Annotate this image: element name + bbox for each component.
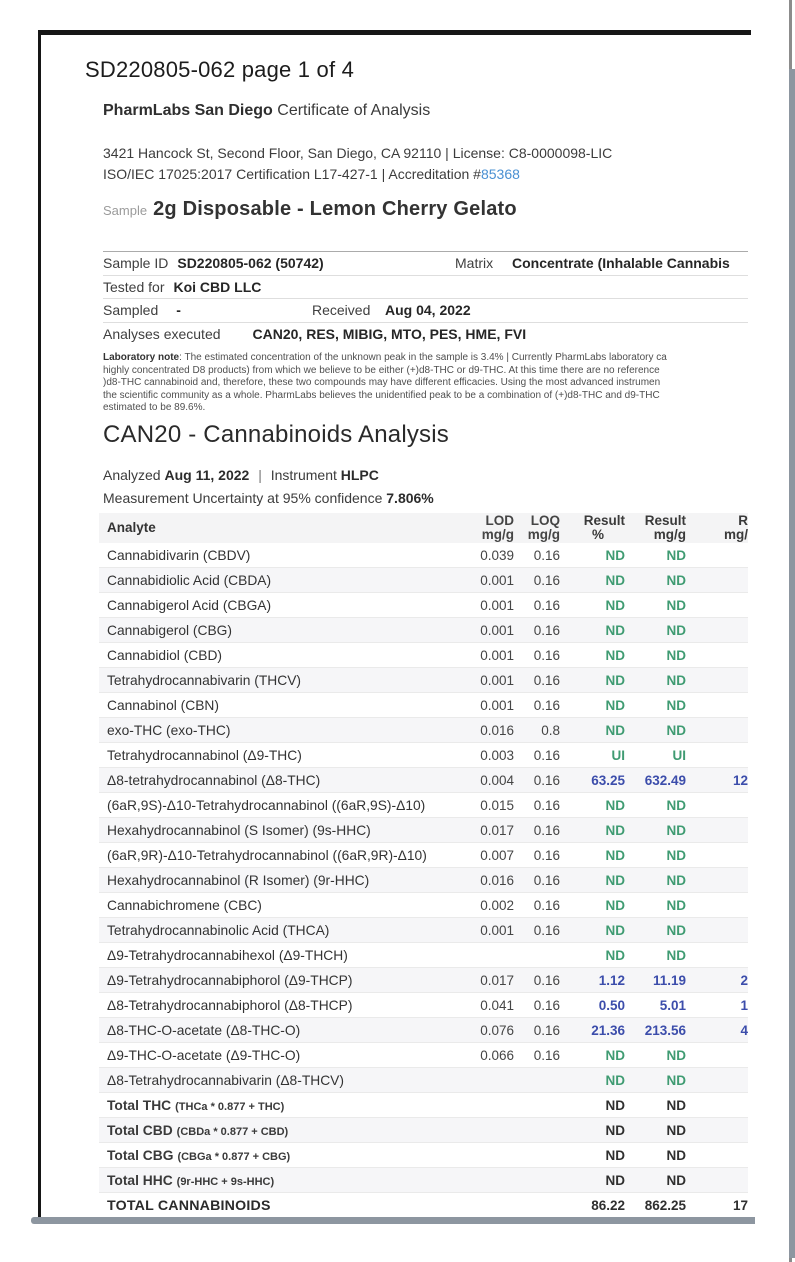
analyte-name: Total HHC — [107, 1172, 173, 1188]
result-pct-cell: ND — [605, 947, 625, 963]
result-mgg-cell: 632.49 — [644, 772, 686, 788]
loq-cell: 0.16 — [533, 647, 560, 663]
result-pct-cell: ND — [605, 622, 625, 638]
lab-note-line: the scientific community as a whole. PharmLabs believes the unidentified peak to be a combination of (+)d8-THC and d9-THC — [103, 389, 660, 401]
analyzed-line — [103, 467, 379, 483]
result-mgg-cell: ND — [666, 572, 686, 588]
table-row — [99, 993, 748, 1018]
analyte-name: Δ8-Tetrahydrocannabiphorol (Δ8-THCP) — [107, 997, 353, 1013]
analyses-value: CAN20, RES, MIBIG, MTO, PES, HME, FVI — [252, 326, 527, 343]
table-row — [99, 1068, 748, 1093]
table-row — [99, 843, 748, 868]
analyte-formula: (CBGa * 0.877 + CBG) — [177, 1150, 291, 1163]
analyte-cell — [99, 1148, 454, 1163]
analyte-cell — [99, 1123, 454, 1138]
accreditation-number-link[interactable]: 85368 — [480, 166, 520, 182]
loq-cell: 0.16 — [533, 747, 560, 763]
address-line: 3421 Hancock St, Second Floor, San Diego, CA 92110 | License: C8-0000098-LIC — [103, 145, 613, 161]
table-row — [99, 793, 748, 818]
analyte-cell — [99, 648, 454, 663]
header-analyte: Analyte — [107, 521, 156, 535]
lod-cell: 0.017 — [480, 822, 514, 838]
analyte-cell — [99, 748, 454, 763]
analyte-name: Total CBD — [107, 1122, 173, 1138]
results-table-body — [99, 543, 748, 1218]
analyte-cell — [99, 573, 454, 588]
results-table — [99, 513, 748, 1218]
result-mgg-cell: ND — [666, 947, 686, 963]
sample-label: Sample — [103, 203, 148, 218]
table-row — [99, 1143, 748, 1168]
result-mgg-cell: 11.19 — [652, 972, 686, 988]
lod-cell: 0.001 — [480, 672, 514, 688]
header-mgg-line1: Result — [644, 513, 686, 528]
result-mgg-cell: ND — [666, 847, 686, 863]
lod-cell: 0.001 — [480, 647, 514, 663]
lab-note-line — [103, 352, 748, 365]
result-pct-cell: 63.25 — [591, 772, 625, 788]
analyte-name: Hexahydrocannabinol (R Isomer) (9r-HHC) — [107, 872, 370, 888]
analyte-name: Tetrahydrocannabinol (Δ9-THC) — [107, 747, 302, 763]
table-row — [99, 743, 748, 768]
header-pct-line2: % — [591, 527, 604, 542]
header-unit-line1: R — [738, 513, 748, 528]
analyzed-label: Analyzed — [103, 467, 161, 483]
analyte-name: Cannabidiolic Acid (CBDA) — [107, 572, 272, 588]
table-row — [99, 943, 748, 968]
header-lod-line2: mg/g — [481, 527, 514, 542]
sample-name: 2g Disposable - Lemon Cherry Gelato — [153, 198, 517, 220]
analyte-name: Total THC — [107, 1097, 172, 1113]
result-pct-cell: ND — [605, 922, 625, 938]
tested-for-label: Tested for — [103, 278, 165, 295]
analyte-name: Cannabidiol (CBD) — [107, 647, 223, 663]
result-pct-cell: UI — [611, 747, 625, 763]
sample-id-label: Sample ID — [103, 255, 169, 272]
result-pct-cell: ND — [605, 847, 625, 863]
header-loq-line2: mg/g — [527, 527, 560, 542]
result-unit-cell: 2 — [740, 972, 748, 988]
sample-header — [103, 198, 517, 221]
table-row — [99, 1168, 748, 1193]
result-pct-cell: ND — [605, 672, 625, 688]
result-pct-cell: ND — [605, 897, 625, 913]
certification-line — [103, 164, 612, 185]
analyte-cell — [99, 1048, 454, 1063]
result-mgg-cell: ND — [666, 672, 686, 688]
table-row — [99, 868, 748, 893]
table-row — [99, 568, 748, 593]
result-pct-cell: ND — [605, 1172, 625, 1188]
analyte-cell — [99, 673, 454, 688]
result-mgg-cell: ND — [666, 797, 686, 813]
result-pct-cell: ND — [605, 822, 625, 838]
analyte-name: Hexahydrocannabinol (S Isomer) (9s-HHC) — [107, 822, 371, 838]
sampled-value: - — [176, 302, 181, 319]
table-row — [99, 593, 748, 618]
result-mgg-cell: ND — [666, 872, 686, 888]
result-mgg-cell: UI — [672, 747, 686, 763]
lod-cell: 0.001 — [480, 622, 514, 638]
loq-cell: 0.16 — [533, 672, 560, 688]
header-result-unit — [686, 514, 748, 542]
analyte-formula: (9r-HHC + 9s-HHC) — [176, 1175, 275, 1188]
header-mgg-line2: mg/g — [653, 527, 686, 542]
analyte-cell — [99, 848, 454, 863]
sample-id-value: SD220805-062 (50742) — [177, 255, 324, 272]
loq-cell: 0.16 — [533, 797, 560, 813]
result-pct-cell: ND — [605, 547, 625, 563]
lod-cell: 0.003 — [480, 747, 514, 763]
table-row — [99, 543, 748, 568]
table-row — [99, 893, 748, 918]
instrument-value: HLPC — [340, 467, 379, 483]
loq-cell: 0.16 — [533, 622, 560, 638]
analyte-name: Δ8-tetrahydrocannabinol (Δ8-THC) — [107, 772, 321, 788]
result-mgg-cell: ND — [666, 1072, 686, 1088]
analyte-cell — [99, 598, 454, 613]
loq-cell: 0.16 — [533, 972, 560, 988]
analyte-cell — [99, 723, 454, 738]
table-row — [99, 718, 748, 743]
analyte-name: Total CBG — [107, 1147, 174, 1163]
result-unit-cell: 12 — [732, 772, 748, 788]
lod-cell: 0.017 — [480, 972, 514, 988]
analyte-cell — [99, 1073, 454, 1088]
analyte-name: Tetrahydrocannabinolic Acid (THCA) — [107, 922, 330, 938]
sample-id-row — [103, 252, 748, 276]
loq-cell: 0.16 — [533, 847, 560, 863]
table-row — [99, 1043, 748, 1068]
result-mgg-cell: 213.56 — [644, 1022, 686, 1038]
analyzed-date: Aug 11, 2022 — [164, 467, 250, 483]
lod-cell: 0.041 — [480, 997, 514, 1013]
lod-cell: 0.016 — [480, 872, 514, 888]
table-row — [99, 643, 748, 668]
table-row — [99, 768, 748, 793]
analyte-cell — [99, 773, 454, 788]
instrument-label: Instrument — [270, 467, 337, 483]
page-edge-shadow-right — [789, 69, 795, 1258]
lod-cell: 0.007 — [480, 847, 514, 863]
sampled-label: Sampled — [103, 302, 159, 319]
loq-cell: 0.16 — [533, 572, 560, 588]
lod-cell: 0.076 — [480, 1022, 514, 1038]
coa-title — [103, 102, 430, 120]
table-row — [99, 668, 748, 693]
header-result-mgg — [625, 514, 686, 542]
analyte-name: Δ9-Tetrahydrocannabihexol (Δ9-THCH) — [107, 947, 348, 963]
received-label: Received — [312, 302, 371, 319]
result-mgg-cell: 5.01 — [659, 997, 686, 1013]
analyte-cell — [99, 1173, 454, 1188]
loq-cell: 0.16 — [533, 872, 560, 888]
lod-cell: 0.004 — [480, 772, 514, 788]
analyte-name: Cannabichromene (CBC) — [107, 897, 262, 913]
result-mgg-cell: ND — [666, 547, 686, 563]
analyte-name: TOTAL CANNABINOIDS — [107, 1197, 271, 1214]
analyses-row — [103, 323, 748, 347]
analyte-name: Cannabigerol Acid (CBGA) — [107, 597, 272, 613]
lab-note-text: : The estimated concentration of the unknown peak in the sample is 3.4% | Currently PharmLabs laboratory ca — [179, 352, 667, 363]
table-row — [99, 818, 748, 843]
analyses-label: Analyses executed — [103, 326, 221, 343]
result-mgg-cell: ND — [666, 922, 686, 938]
lod-cell: 0.001 — [480, 597, 514, 613]
result-mgg-cell: ND — [666, 1147, 686, 1163]
lod-cell: 0.016 — [480, 722, 514, 738]
received-value: Aug 04, 2022 — [385, 302, 471, 319]
result-pct-cell: 0.50 — [598, 997, 625, 1013]
analyte-name: (6aR,9S)-Δ10-Tetrahydrocannabinol ((6aR,9S)-Δ10) — [107, 797, 426, 813]
result-pct-cell: ND — [605, 1072, 625, 1088]
result-mgg-cell: 862.25 — [644, 1198, 686, 1213]
analyte-name: Δ9-THC-O-acetate (Δ9-THC-O) — [107, 1047, 301, 1063]
analyte-cell — [99, 823, 454, 838]
result-unit-cell: 4 — [740, 1022, 748, 1038]
result-pct-cell: ND — [605, 597, 625, 613]
loq-cell: 0.8 — [541, 722, 560, 738]
result-pct-cell: 1.12 — [598, 972, 625, 988]
coa-page — [38, 30, 751, 1223]
analyte-cell — [99, 1098, 454, 1113]
analyte-name: Δ8-Tetrahydrocannabivarin (Δ8-THCV) — [107, 1072, 344, 1088]
uncertainty-label: Measurement Uncertainty at 95% confidence — [103, 490, 383, 506]
analyte-name: Δ8-THC-O-acetate (Δ8-THC-O) — [107, 1022, 301, 1038]
loq-cell: 0.16 — [533, 1022, 560, 1038]
analyte-name: Cannabigerol (CBG) — [107, 622, 232, 638]
result-pct-cell: 86.22 — [591, 1198, 625, 1213]
header-result-pct — [560, 514, 625, 542]
table-row — [99, 1193, 748, 1218]
matrix-label: Matrix — [455, 255, 494, 272]
analyte-cell — [99, 698, 454, 713]
uncertainty-line — [103, 490, 434, 506]
lab-name: PharmLabs San Diego — [103, 102, 273, 119]
lod-cell: 0.015 — [480, 797, 514, 813]
lod-cell: 0.066 — [480, 1047, 514, 1063]
lod-cell: 0.001 — [480, 922, 514, 938]
table-row — [99, 918, 748, 943]
loq-cell: 0.16 — [533, 897, 560, 913]
doc-type: Certificate of Analysis — [272, 102, 431, 119]
uncertainty-value: 7.806% — [386, 490, 434, 506]
result-pct-cell: ND — [605, 797, 625, 813]
header-loq-line1: LOQ — [530, 513, 560, 528]
table-row — [99, 1018, 748, 1043]
separator: | — [258, 467, 262, 483]
lab-note-label: Laboratory note — [103, 352, 180, 363]
header-lod-line1: LOD — [485, 513, 514, 528]
lod-cell: 0.039 — [480, 547, 514, 563]
analyte-cell — [99, 923, 454, 938]
page-title: SD220805-062 page 1 of 4 — [85, 57, 355, 82]
result-pct-cell: ND — [605, 1097, 625, 1113]
loq-cell: 0.16 — [533, 547, 560, 563]
result-mgg-cell: ND — [666, 697, 686, 713]
laboratory-note — [103, 352, 748, 415]
table-row — [99, 968, 748, 993]
result-mgg-cell: ND — [666, 1122, 686, 1138]
lod-cell: 0.002 — [480, 897, 514, 913]
loq-cell: 0.16 — [533, 697, 560, 713]
lab-note-line: estimated to be 89.6%. — [103, 402, 206, 413]
loq-cell: 0.16 — [533, 822, 560, 838]
loq-cell: 0.16 — [533, 1047, 560, 1063]
tested-for-value: Koi CBD LLC — [173, 278, 262, 295]
lod-cell: 0.001 — [480, 697, 514, 713]
result-mgg-cell: ND — [666, 822, 686, 838]
result-pct-cell: 21.36 — [591, 1022, 625, 1038]
header-lod — [454, 514, 514, 542]
analyte-name: exo-THC (exo-THC) — [107, 722, 231, 738]
certification-text: ISO/IEC 17025:2017 Certification L17-427-1 | Accreditation # — [103, 166, 481, 182]
lab-note-line: )d8-THC cannabinoid and, therefore, these two compounds may have different efficacies. Using the most advanced instrumen — [103, 377, 661, 388]
result-pct-cell: ND — [605, 572, 625, 588]
table-row — [99, 693, 748, 718]
sample-info-table — [103, 251, 748, 346]
loq-cell: 0.16 — [533, 772, 560, 788]
result-pct-cell: ND — [605, 1122, 625, 1138]
result-pct-cell: ND — [605, 697, 625, 713]
analyte-name: Cannabidivarin (CBDV) — [107, 547, 251, 563]
result-unit-cell: 1 — [740, 997, 748, 1013]
analyte-cell — [99, 948, 454, 963]
coa-page-content — [41, 35, 748, 1223]
result-mgg-cell: ND — [666, 1097, 686, 1113]
page-edge-shadow-bottom — [31, 1217, 755, 1224]
result-pct-cell: ND — [605, 1047, 625, 1063]
analyte-name: (6aR,9R)-Δ10-Tetrahydrocannabinol ((6aR,9R)-Δ10) — [107, 847, 427, 863]
lab-note-line: highly concentrated D8 products) from which we believe to be either (+)d8-THC or d9-THC. At this time there are no reference — [103, 364, 660, 376]
analyte-formula: (THCa * 0.877 + THC) — [175, 1100, 285, 1113]
results-table-header — [99, 513, 748, 543]
analyte-cell — [99, 873, 454, 888]
result-unit-cell: 17 — [732, 1198, 748, 1213]
analyte-name: Tetrahydrocannabivarin (THCV) — [107, 672, 301, 688]
result-mgg-cell: ND — [666, 622, 686, 638]
analyte-cell — [99, 898, 454, 913]
tested-for-row — [103, 276, 748, 300]
analyte-cell — [99, 1023, 454, 1038]
sampled-row — [103, 299, 748, 323]
loq-cell: 0.16 — [533, 997, 560, 1013]
result-pct-cell: ND — [605, 722, 625, 738]
result-mgg-cell: ND — [666, 722, 686, 738]
lab-address-block — [103, 143, 612, 185]
result-mgg-cell: ND — [666, 647, 686, 663]
header-pct-line1: Result — [583, 513, 625, 528]
result-pct-cell: ND — [605, 872, 625, 888]
result-pct-cell: ND — [605, 1147, 625, 1163]
loq-cell: 0.16 — [533, 597, 560, 613]
header-loq — [514, 514, 560, 542]
lod-cell: 0.001 — [480, 572, 514, 588]
analyte-cell — [99, 548, 454, 563]
result-mgg-cell: ND — [666, 597, 686, 613]
result-pct-cell: ND — [605, 647, 625, 663]
loq-cell: 0.16 — [533, 922, 560, 938]
section-heading-can20: CAN20 - Cannabinoids Analysis — [103, 421, 449, 448]
analyte-name: Cannabinol (CBN) — [107, 697, 219, 713]
analyte-cell — [99, 798, 454, 813]
analyte-formula: (CBDa * 0.877 + CBD) — [176, 1125, 289, 1138]
matrix-value: Concentrate (Inhalable Cannabis — [512, 255, 730, 272]
table-row — [99, 618, 748, 643]
result-mgg-cell: ND — [666, 897, 686, 913]
header-unit-line2: mg/ — [723, 527, 748, 542]
result-mgg-cell: ND — [666, 1047, 686, 1063]
table-row — [99, 1118, 748, 1143]
analyte-cell — [99, 973, 454, 988]
analyte-cell — [99, 1198, 454, 1214]
result-mgg-cell: ND — [666, 1172, 686, 1188]
table-row — [99, 1093, 748, 1118]
analyte-cell — [99, 623, 454, 638]
analyte-cell — [99, 998, 454, 1013]
analyte-name: Δ9-Tetrahydrocannabiphorol (Δ9-THCP) — [107, 972, 353, 988]
